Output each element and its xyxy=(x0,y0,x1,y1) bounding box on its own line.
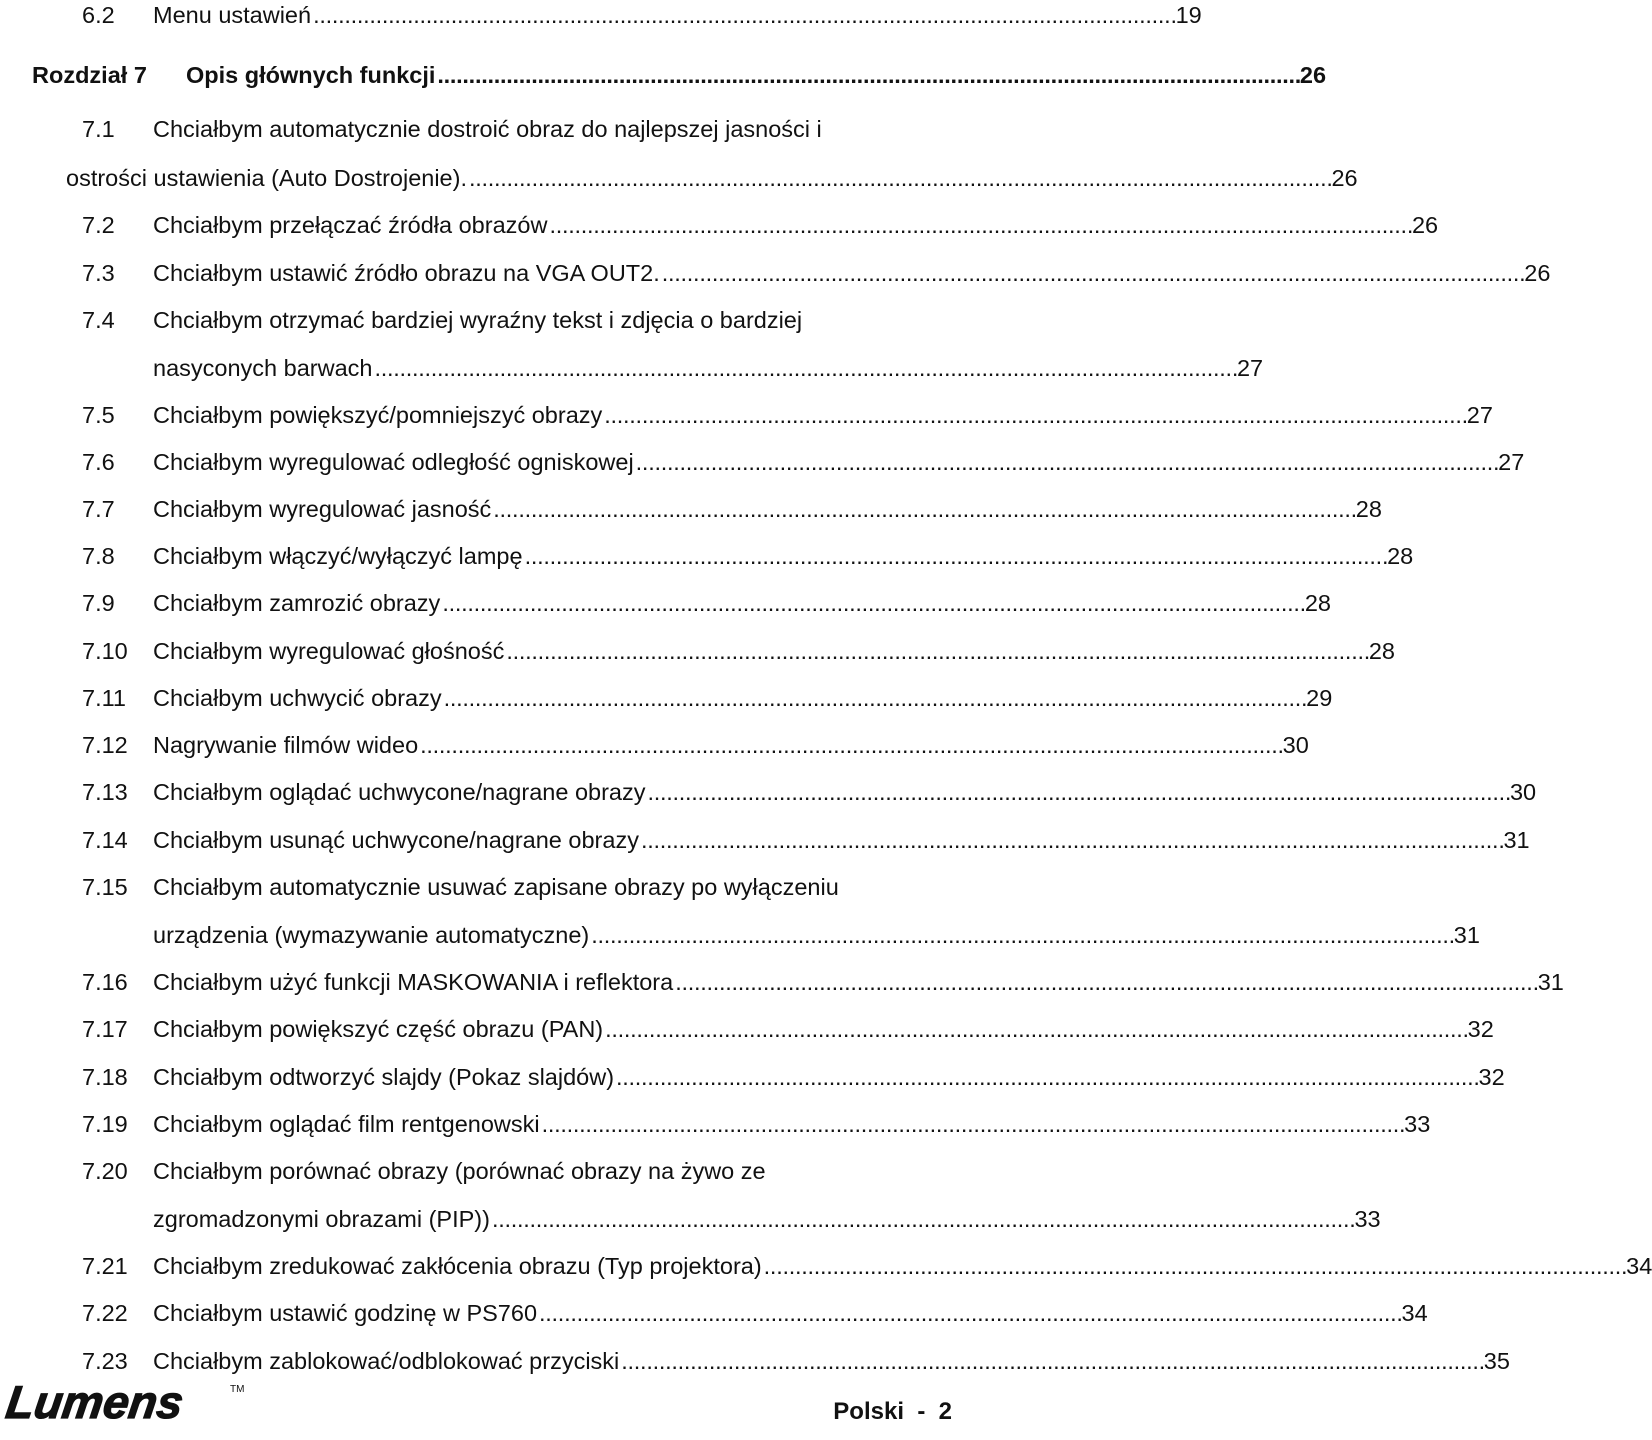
toc-title: Chciałbym uchwycić obrazy xyxy=(153,685,442,711)
toc-page-number: 28 xyxy=(1368,638,1395,664)
toc-title: Chciałbym wyregulować głośność xyxy=(153,638,505,664)
toc-title-line1: Chciałbym automatycznie usuwać zapisane obrazy po wyłączeniu xyxy=(153,874,839,900)
toc-page-number: 33 xyxy=(1354,1206,1381,1232)
toc-title: Chciałbym powiększyć część obrazu (PAN) xyxy=(153,1016,604,1042)
toc-title: Chciałbym odtworzyć slajdy (Pokaz slajdów) xyxy=(153,1064,615,1090)
toc-page-number: 28 xyxy=(1304,590,1331,616)
dot-leader xyxy=(374,353,1235,383)
toc-number: 7.1 xyxy=(82,116,115,142)
toc-number: 7.19 xyxy=(82,1111,128,1137)
toc-number: 7.14 xyxy=(82,827,128,853)
toc-page-number: 35 xyxy=(1483,1348,1510,1374)
dot-leader xyxy=(525,541,1386,571)
toc-page-number: 34 xyxy=(1401,1300,1428,1326)
toc-number: 7.9 xyxy=(82,590,115,616)
toc-page-number: 26 xyxy=(1411,212,1439,238)
dot-leader xyxy=(313,0,1174,30)
toc-title: Chciałbym oglądać uchwycone/nagrane obrazy xyxy=(153,779,646,805)
dot-leader xyxy=(492,1204,1353,1234)
toc-title: Chciałbym zablokować/odblokować przyciski xyxy=(153,1348,620,1374)
toc-page-number: 28 xyxy=(1355,496,1382,522)
toc-title: Chciałbym wyregulować odległość ogniskowej xyxy=(153,449,634,475)
toc-number: 7.2 xyxy=(82,212,115,238)
logo-wordmark: Lumens xyxy=(2,1376,187,1428)
dot-leader xyxy=(636,447,1497,477)
toc-page-number: 26 xyxy=(1299,62,1327,88)
toc-title: Chciałbym włączyć/wyłączyć lampę xyxy=(153,543,523,569)
dot-leader xyxy=(542,1109,1403,1139)
dot-leader xyxy=(616,1062,1477,1092)
toc-page-number: 28 xyxy=(1387,543,1414,569)
toc-number: 6.2 xyxy=(82,2,115,28)
dot-leader xyxy=(621,1346,1482,1376)
toc-page-number: 31 xyxy=(1537,969,1564,995)
toc-title: Nagrywanie filmów wideo xyxy=(153,732,419,758)
toc-page-number: 26 xyxy=(1524,260,1551,286)
dot-leader xyxy=(605,1014,1466,1044)
toc-title: Chciałbym powiększyć/pomniejszyć obrazy xyxy=(153,402,603,428)
dot-leader xyxy=(506,636,1367,666)
toc-title-line2: nasyconych barwach xyxy=(153,355,373,381)
dot-leader xyxy=(420,730,1281,760)
toc-title: Chciałbym wyregulować jasność xyxy=(153,496,492,522)
dot-leader xyxy=(675,967,1536,997)
toc-number: 7.13 xyxy=(82,779,128,805)
toc-title-line2: urządzenia (wymazywanie automatyczne) xyxy=(153,922,590,948)
page-footer-label: Polski - 2 xyxy=(833,1398,952,1425)
toc-number: 7.8 xyxy=(82,543,115,569)
toc-number: 7.7 xyxy=(82,496,115,522)
dot-leader xyxy=(539,1298,1400,1328)
toc-page-number: 31 xyxy=(1503,827,1530,853)
toc-page-number: 19 xyxy=(1175,2,1202,28)
dot-leader xyxy=(764,1251,1625,1281)
toc-title-line2: ostrości ustawienia (Auto Dostrojenie). xyxy=(66,165,467,191)
toc-number: 7.11 xyxy=(82,685,126,711)
toc-title: Chciałbym ustawić godzinę w PS760 xyxy=(153,1300,538,1326)
dot-leader xyxy=(442,588,1303,618)
toc-title-line2: zgromadzonymi obrazami (PIP)) xyxy=(153,1206,490,1232)
toc-page-number: 27 xyxy=(1466,402,1493,428)
dot-leader xyxy=(641,825,1502,855)
toc-page-number: 32 xyxy=(1467,1016,1494,1042)
toc-page-number: 29 xyxy=(1306,685,1333,711)
toc-number: 7.23 xyxy=(82,1348,128,1374)
toc-title-line1: Chciałbym otrzymać bardziej wyraźny tekst i zdjęcia o bardziej xyxy=(153,307,803,333)
toc-page-number: 32 xyxy=(1478,1064,1505,1090)
toc-number: 7.17 xyxy=(82,1016,128,1042)
dot-leader xyxy=(444,683,1305,713)
toc-number: 7.4 xyxy=(82,307,115,333)
toc-title-line1: Chciałbym automatycznie dostroić obraz do najlepszej jasności i xyxy=(153,116,822,142)
toc-number: 7.18 xyxy=(82,1064,128,1090)
toc-page-number: 27 xyxy=(1498,449,1525,475)
dot-leader xyxy=(647,777,1508,807)
toc-page-number: 30 xyxy=(1282,732,1309,758)
dot-leader xyxy=(469,163,1330,193)
toc-title: Chciałbym zredukować zakłócenia obrazu (Typ projektora) xyxy=(153,1253,762,1279)
toc-number: 7.16 xyxy=(82,969,128,995)
dot-leader xyxy=(549,210,1410,240)
toc-number: 7.22 xyxy=(82,1300,128,1326)
toc-chapter-title: Opis głównych funkcji xyxy=(186,62,436,88)
toc-title: Chciałbym przełączać źródła obrazów xyxy=(153,212,548,238)
toc-number: 7.15 xyxy=(82,874,128,900)
dot-leader xyxy=(493,494,1354,524)
toc-page-number: 27 xyxy=(1236,355,1264,381)
toc-page-number: 31 xyxy=(1453,922,1480,948)
toc-number: 7.21 xyxy=(82,1253,128,1279)
logo-trademark: TM xyxy=(230,1384,245,1395)
toc-page-number: 34 xyxy=(1626,1253,1652,1279)
toc-number: 7.20 xyxy=(82,1158,128,1184)
lumens-logo xyxy=(2,1376,245,1428)
toc-page-number: 26 xyxy=(1331,165,1358,191)
toc-title: Chciałbym zamrozić obrazy xyxy=(153,590,441,616)
toc-page-number: 30 xyxy=(1509,779,1537,805)
toc-number: 7.10 xyxy=(82,638,128,664)
dot-leader xyxy=(591,920,1452,950)
toc-title: Chciałbym usunąć uchwycone/nagrane obrazy xyxy=(153,827,639,853)
toc-title-line1: Chciałbym porównać obrazy (porównać obrazy na żywo ze xyxy=(153,1158,766,1184)
toc-title: Menu ustawień xyxy=(153,2,312,28)
toc-title: Chciałbym użyć funkcji MASKOWANIA i reflektora xyxy=(153,969,674,995)
dot-leader xyxy=(437,60,1298,90)
toc-number: 7.12 xyxy=(82,732,128,758)
toc-page-number: 33 xyxy=(1404,1111,1431,1137)
toc-number: 7.3 xyxy=(82,260,115,286)
toc-number: 7.6 xyxy=(82,449,115,475)
toc-number: 7.5 xyxy=(82,402,115,428)
toc-chapter-number: Rozdział 7 xyxy=(32,62,147,88)
dot-leader xyxy=(662,258,1523,288)
toc-title: Chciałbym ustawić źródło obrazu na VGA OUT2. xyxy=(153,260,660,286)
dot-leader xyxy=(604,400,1465,430)
toc-title: Chciałbym oglądać film rentgenowski xyxy=(153,1111,540,1137)
